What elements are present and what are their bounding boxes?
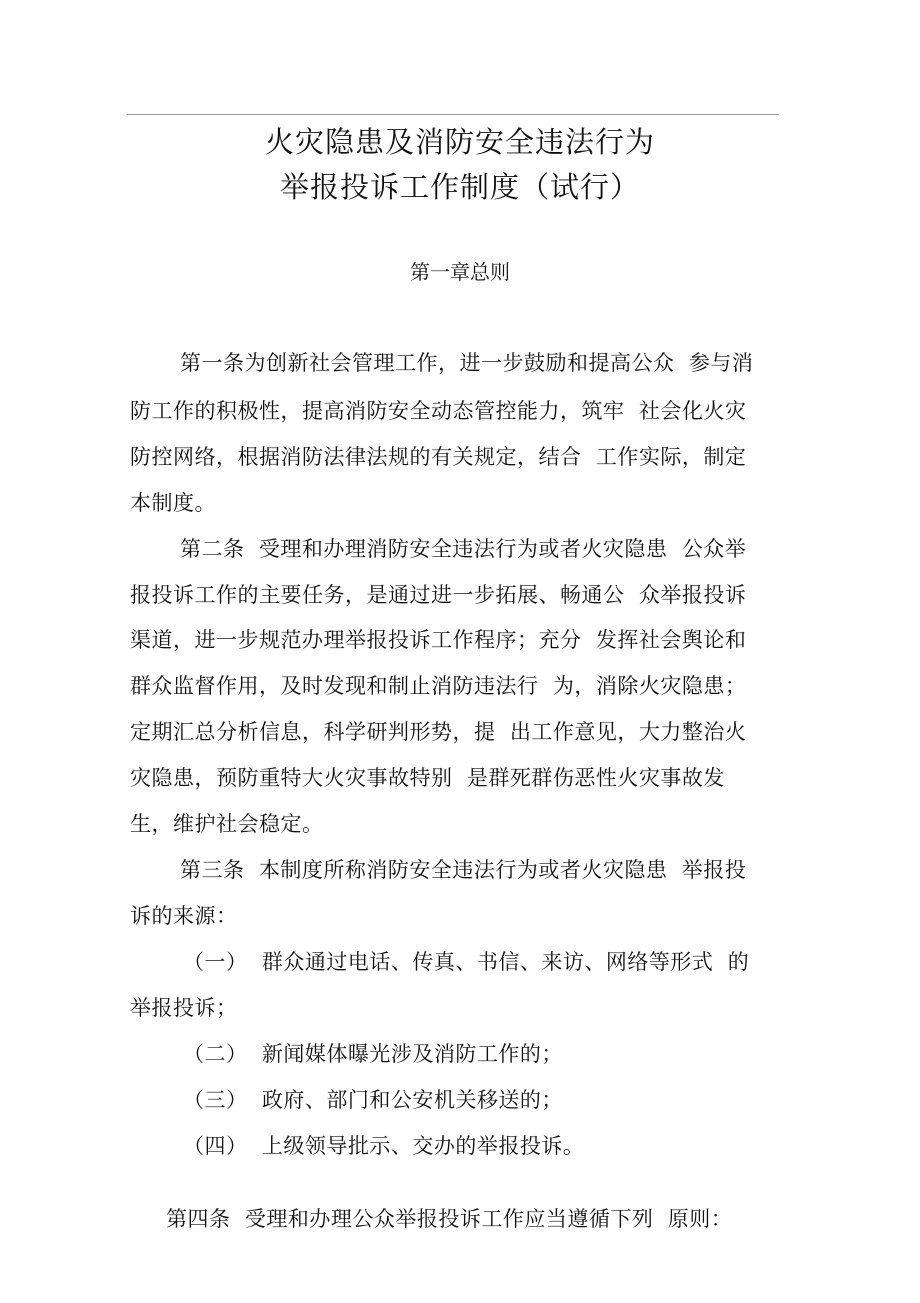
article-3-line-1: 第三条 本制度所称消防安全违法行为或者火灾隐患 举报投 (180, 858, 747, 882)
article-2-line-2: 报投诉工作的主要任务，是通过进一步拓展、畅通公 众举报投诉 (130, 583, 747, 607)
article-4-line-1: 第四条 受理和办理公众举报投诉工作应当遵循下列 原则： (166, 1207, 733, 1231)
article-3-line-2: 诉的来源： (130, 904, 238, 928)
article-3-item-4: （四） 上级领导批示、交办的举报投诉。 (183, 1134, 585, 1158)
article-1-line-3: 防控网络，根据消防法律法规的有关规定，结合 工作实际，制定 (130, 445, 747, 469)
article-2-line-5: 定期汇总分析信息，科学研判形势，提 出工作意见，大力整治火 (130, 720, 747, 744)
article-2-line-3: 渠道，进一步规范办理举报投诉工作程序；充分 发挥社会舆论和 (130, 628, 747, 652)
document-title-line-1: 火灾隐患及消防安全违法行为 (264, 125, 655, 159)
article-2-line-7: 生，维护社会稳定。 (130, 812, 324, 836)
chapter-heading: 第一章总则 (410, 260, 510, 284)
article-3-item-2: （二） 新闻媒体曝光涉及消防工作的； (183, 1042, 563, 1066)
document-title-line-2: 举报投诉工作制度（试行） (279, 170, 640, 204)
article-3-item-1-line-1: （一） 群众通过电话、传真、书信、来访、网络等形式 的 (183, 950, 750, 974)
article-2-line-1: 第二条 受理和办理消防安全违法行为或者火灾隐患 公众举 (180, 537, 747, 561)
article-1-line-4: 本制度。 (130, 491, 216, 515)
article-2-line-6: 灾隐患，预防重特大火灾事故特别 是群死群伤恶性火灾事故发 (130, 766, 725, 790)
article-2-line-4: 群众监督作用，及时发现和制止消防违法行 为，消除火灾隐患； (130, 674, 747, 698)
article-3-item-1-line-2: 举报投诉； (130, 996, 238, 1020)
article-1-line-2: 防工作的积极性，提高消防安全动态管控能力，筑牢 社会化火灾 (130, 399, 747, 423)
article-3-item-3: （三） 政府、部门和公安机关移送的； (183, 1088, 563, 1112)
header-rule (127, 114, 779, 115)
article-1-line-1: 第一条为创新社会管理工作，进一步鼓励和提高公众 参与消 (180, 351, 754, 375)
